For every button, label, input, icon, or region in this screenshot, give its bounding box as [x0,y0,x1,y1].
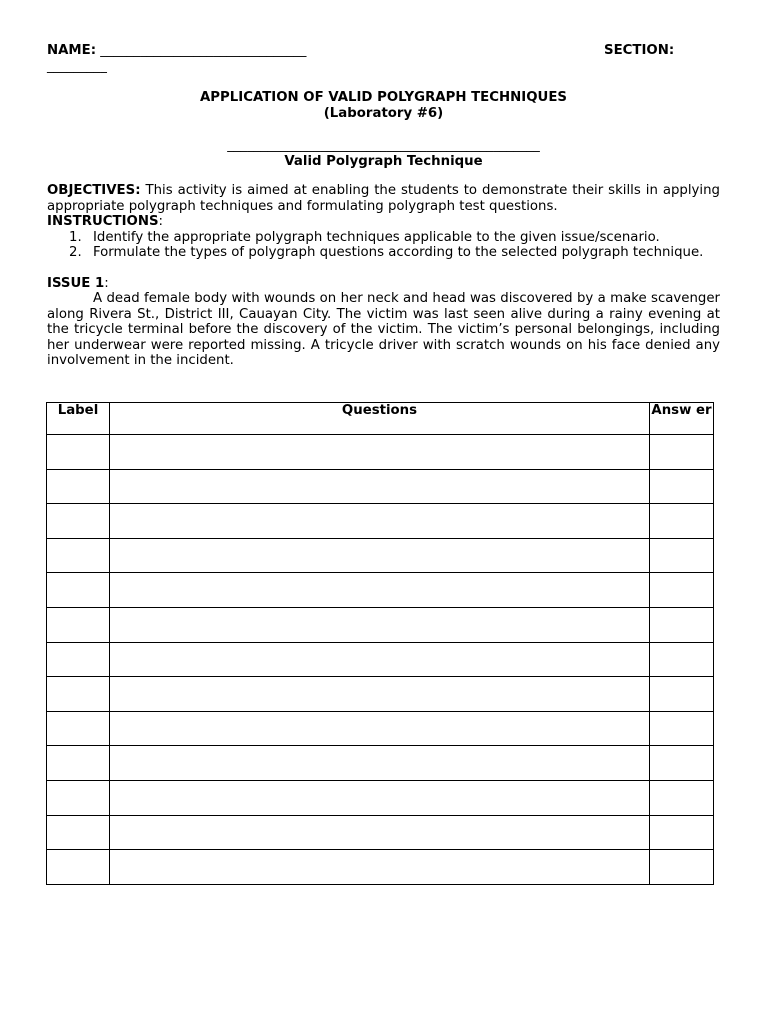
question-cell[interactable] [110,677,650,712]
answer-cell[interactable] [650,850,714,885]
instruction-item: 2. Formulate the types of polygraph questions according to the selected polygraph technique. [69,245,704,260]
question-cell[interactable] [110,815,650,850]
question-cell[interactable] [110,573,650,608]
table-row [47,435,714,470]
table-row [47,504,714,539]
objectives-label: OBJECTIVES: [47,183,141,198]
label-cell[interactable] [47,780,110,815]
answer-cell[interactable] [650,815,714,850]
name-blank: _______________________________ [100,43,307,58]
technique-block [47,138,720,169]
label-cell[interactable] [47,469,110,504]
issue-scenario: A dead female body with wounds on her neck and head was discovered by a make scavenger along Rivera St., District III, Cauayan City. The victim was last seen alive during a rainy evening at the tricycle terminal before the discovery of the victim. The victim’s personal belongings, including her underwear were reported missing. A tricycle driver with scratch wounds on his face denied any involvement in the incident. [47,291,720,368]
answer-column-header: Answ er [650,403,714,435]
label-column-header: Label [47,403,110,435]
label-cell[interactable] [47,815,110,850]
answer-cell[interactable] [650,469,714,504]
section-field[interactable] [604,43,674,59]
question-cell[interactable] [110,435,650,470]
table-header-row [47,403,714,435]
page-subtitle: (Laboratory #6) [323,105,444,121]
label-cell[interactable] [47,850,110,885]
question-cell[interactable] [110,780,650,815]
question-cell[interactable] [110,711,650,746]
technique-label: Valid Polygraph Technique [284,153,483,169]
table-row [47,746,714,781]
instructions-list [47,230,720,261]
label-cell[interactable] [47,607,110,642]
answer-table [46,402,714,885]
table-row [47,469,714,504]
table-row [47,573,714,608]
label-cell[interactable] [47,642,110,677]
table-row [47,815,714,850]
label-cell[interactable] [47,573,110,608]
question-cell[interactable] [110,504,650,539]
issue-heading: ISSUE 1: [47,275,109,291]
instructions-label: INSTRUCTIONS [47,214,159,229]
answer-cell[interactable] [650,746,714,781]
answer-cell[interactable] [650,711,714,746]
question-cell[interactable] [110,538,650,573]
table-row [47,711,714,746]
section-label: SECTION: [604,43,675,58]
label-cell[interactable] [47,677,110,712]
answer-cell[interactable] [650,573,714,608]
name-label: NAME: [47,43,97,58]
answer-cell[interactable] [650,538,714,573]
answer-cell[interactable] [650,504,714,539]
objectives [47,183,720,214]
answer-cell[interactable] [650,435,714,470]
answer-cell[interactable] [650,780,714,815]
label-cell[interactable] [47,538,110,573]
instructions-heading: INSTRUCTIONS: [47,214,164,229]
worksheet-page [47,43,720,369]
label-cell[interactable] [47,504,110,539]
question-cell[interactable] [110,642,650,677]
table-row [47,538,714,573]
question-cell[interactable] [110,469,650,504]
issue-label: ISSUE 1 [47,275,105,291]
section-blank: _________ [47,59,107,74]
table-row [47,607,714,642]
question-cell[interactable] [110,746,650,781]
table-row [47,642,714,677]
student-info-row [47,43,720,59]
table-row [47,677,714,712]
label-cell[interactable] [47,711,110,746]
instruction-item: 1. Identify the appropriate polygraph techniques applicable to the given issue/scenario. [69,229,660,245]
questions-column-header: Questions [110,403,650,435]
question-cell[interactable] [110,850,650,885]
question-cell[interactable] [110,607,650,642]
technique-blank[interactable]: _______________________________________________ [227,138,540,153]
objectives-text: This activity is aimed at enabling the students to demonstrate their skills in applying appropriate polygraph techniques and formulating polygraph test questions. [47,183,720,214]
page-title: APPLICATION OF VALID POLYGRAPH TECHNIQUES [200,90,567,105]
answer-cell[interactable] [650,607,714,642]
answer-cell[interactable] [650,642,714,677]
label-cell[interactable] [47,435,110,470]
table-row [47,780,714,815]
title-block [47,90,720,121]
name-field[interactable] [47,43,306,58]
table-row [47,850,714,885]
answer-cell[interactable] [650,677,714,712]
label-cell[interactable] [47,746,110,781]
